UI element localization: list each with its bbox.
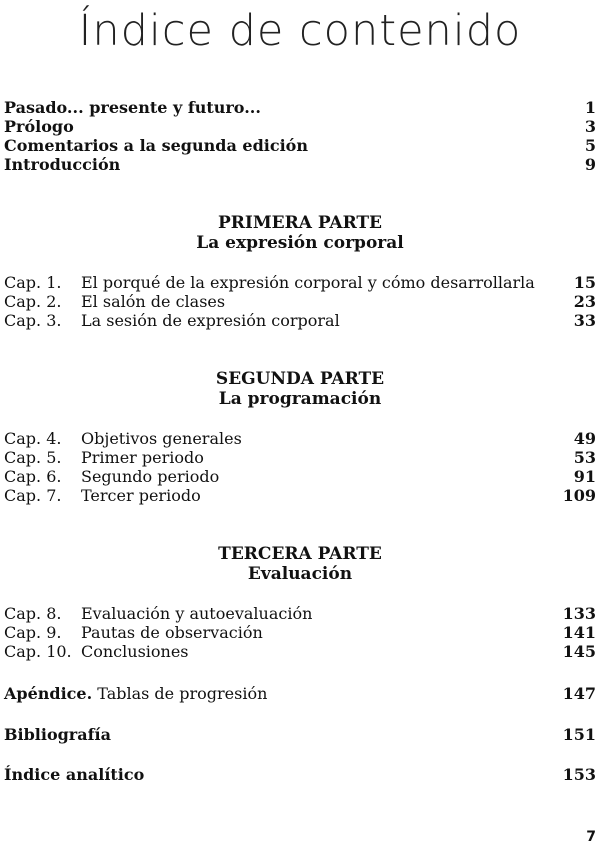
chapter-title: Conclusiones <box>81 642 189 661</box>
toc-entry-page: 151 <box>562 725 596 744</box>
toc-entry-page: 9 <box>584 155 596 174</box>
toc-chapter <box>4 311 596 330</box>
toc-entry-comentarios <box>4 136 596 155</box>
toc-entry-label: Índice analítico <box>4 765 145 784</box>
toc-chapter <box>4 429 596 448</box>
chapter-number: Cap. 3. <box>4 311 62 330</box>
chapter-number: Cap. 7. <box>4 486 62 505</box>
toc-chapter <box>4 486 596 505</box>
toc-entry-page: 1 <box>584 98 596 117</box>
toc-entry-page: 153 <box>562 765 596 784</box>
toc-entry-pasado <box>4 98 596 117</box>
toc-entry-label: Bibliografía <box>4 725 111 744</box>
appendix-title: Tablas de progresión <box>97 684 268 703</box>
chapter-title: Primer periodo <box>81 448 204 467</box>
toc-entry-prologo <box>4 117 596 136</box>
chapter-number: Cap. 1. <box>4 273 62 292</box>
part-subheading: Evaluación <box>247 564 353 584</box>
chapter-title: La sesión de expresión corporal <box>81 311 340 330</box>
chapter-number: Cap. 8. <box>4 604 62 623</box>
chapter-number: Cap. 9. <box>4 623 62 642</box>
chapter-page: 145 <box>562 642 596 661</box>
toc-entry-label: Introducción <box>4 155 121 174</box>
toc-chapter <box>4 273 596 292</box>
chapter-title: Pautas de observación <box>81 623 263 642</box>
toc-chapter <box>4 467 596 486</box>
chapter-number: Cap. 4. <box>4 429 62 448</box>
chapter-number: Cap. 10. <box>4 642 72 661</box>
toc-entry-page: 5 <box>584 136 596 155</box>
part-heading: PRIMERA PARTE <box>217 213 383 233</box>
chapter-number: Cap. 6. <box>4 467 62 486</box>
toc-entry-page: 3 <box>584 117 596 136</box>
chapter-title: El salón de clases <box>81 292 226 311</box>
chapter-page: 49 <box>573 429 596 448</box>
toc-chapter <box>4 292 596 311</box>
part-subheading: La expresión corporal <box>196 233 404 253</box>
chapter-title: Segundo periodo <box>81 467 220 486</box>
chapter-page: 15 <box>573 273 596 292</box>
chapter-title: Objetivos generales <box>81 429 242 448</box>
toc-entry-label: Comentarios a la segunda edición <box>4 136 308 155</box>
chapter-number: Cap. 5. <box>4 448 62 467</box>
part-heading: TERCERA PARTE <box>218 544 382 564</box>
part-heading: SEGUNDA PARTE <box>215 369 385 389</box>
appendix-page: 147 <box>562 684 596 703</box>
chapter-page: 53 <box>573 448 596 467</box>
toc-entry-bibliografia <box>4 725 596 744</box>
toc-entry-apendice <box>4 684 596 703</box>
chapter-title: El porqué de la expresión corporal y cómo desarrollarla <box>81 273 535 292</box>
chapter-number: Cap. 2. <box>4 292 62 311</box>
toc-chapter <box>4 642 596 661</box>
page-title: Índice de contenido <box>78 6 522 56</box>
toc-entry-indice-analitico <box>4 765 596 784</box>
toc-chapter <box>4 623 596 642</box>
chapter-page: 91 <box>573 467 596 486</box>
toc-entry-label: Pasado... presente y futuro... <box>4 98 261 117</box>
toc-entry-label: Prólogo <box>4 117 74 136</box>
page-number: 7 <box>586 829 596 845</box>
toc-chapter <box>4 448 596 467</box>
chapter-title: Evaluación y autoevaluación <box>81 604 313 623</box>
chapter-title: Tercer periodo <box>81 486 201 505</box>
part-subheading: La programación <box>218 389 382 409</box>
chapter-page: 141 <box>562 623 596 642</box>
chapter-page: 133 <box>562 604 596 623</box>
chapter-page: 109 <box>562 486 596 505</box>
appendix-label: Apéndice. <box>4 684 93 703</box>
toc-chapter <box>4 604 596 623</box>
chapter-page: 33 <box>573 311 596 330</box>
chapter-page: 23 <box>573 292 596 311</box>
toc-entry-introduccion <box>4 155 596 174</box>
